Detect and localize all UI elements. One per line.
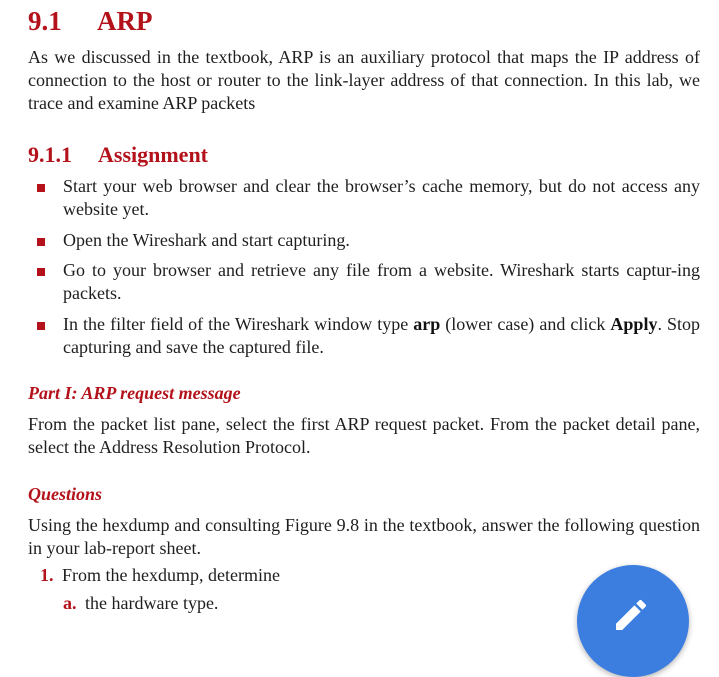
section-number: 9.1 [28, 6, 62, 36]
questions-paragraph: Using the hexdump and consulting Figure 9.8 in the textbook, answer the following question in your lab-report sheet. [28, 515, 700, 558]
bullet-text: Start your web browser and clear the browser’s cache memory, but do not access any website yet. [63, 176, 700, 219]
subsection-number: 9.1.1 [28, 142, 72, 167]
question-sub-number: a. [63, 593, 77, 613]
list-item [63, 313, 700, 359]
section-heading [28, 6, 153, 37]
question-number: 1. [40, 565, 54, 585]
subsection-title: Assignment [98, 142, 209, 167]
question-sub-text: the hardware type. [85, 593, 219, 613]
question-item-1 [40, 564, 280, 587]
subsection-heading [28, 142, 208, 168]
bullet-bold-apply: Apply [610, 314, 658, 334]
bullet-text-post: . Stop capturing and save the captured file. [63, 314, 701, 357]
part1-paragraph: From the packet list pane, select the first ARP request packet. From the packet detail pane, select the Address Resolution Protocol. [28, 414, 700, 457]
intro-paragraph: As we discussed in the textbook, ARP is an auxiliary protocol that maps the IP address of connection to the host or router to the link-layer address of that connection. In this lab, we trace and examine ARP packets [28, 47, 700, 113]
section-title: ARP [97, 6, 153, 36]
bullet-square-icon [37, 322, 45, 330]
question-text: From the hexdump, determine [62, 565, 280, 585]
question-item-1a [63, 592, 218, 615]
part1-heading: Part I: ARP request message [28, 383, 241, 403]
bullet-square-icon [37, 238, 45, 246]
edit-fab-button[interactable] [577, 565, 689, 677]
list-item [63, 175, 700, 221]
bullet-text: Open the Wireshark and start capturing. [63, 230, 350, 250]
list-item [63, 229, 700, 252]
bullet-square-icon [37, 184, 45, 192]
bullet-text-pre: In the filter field of the Wireshark window type [63, 314, 414, 334]
bullet-text: Go to your browser and retrieve any file from a website. Wireshark starts captur-ing packets. [63, 260, 700, 303]
questions-heading: Questions [28, 484, 103, 504]
bullet-text-mid: (lower case) and click [440, 314, 611, 334]
bullet-bold-arp: arp [413, 314, 441, 334]
list-item [63, 259, 700, 305]
bullet-square-icon [37, 268, 45, 276]
pencil-icon [611, 595, 651, 635]
